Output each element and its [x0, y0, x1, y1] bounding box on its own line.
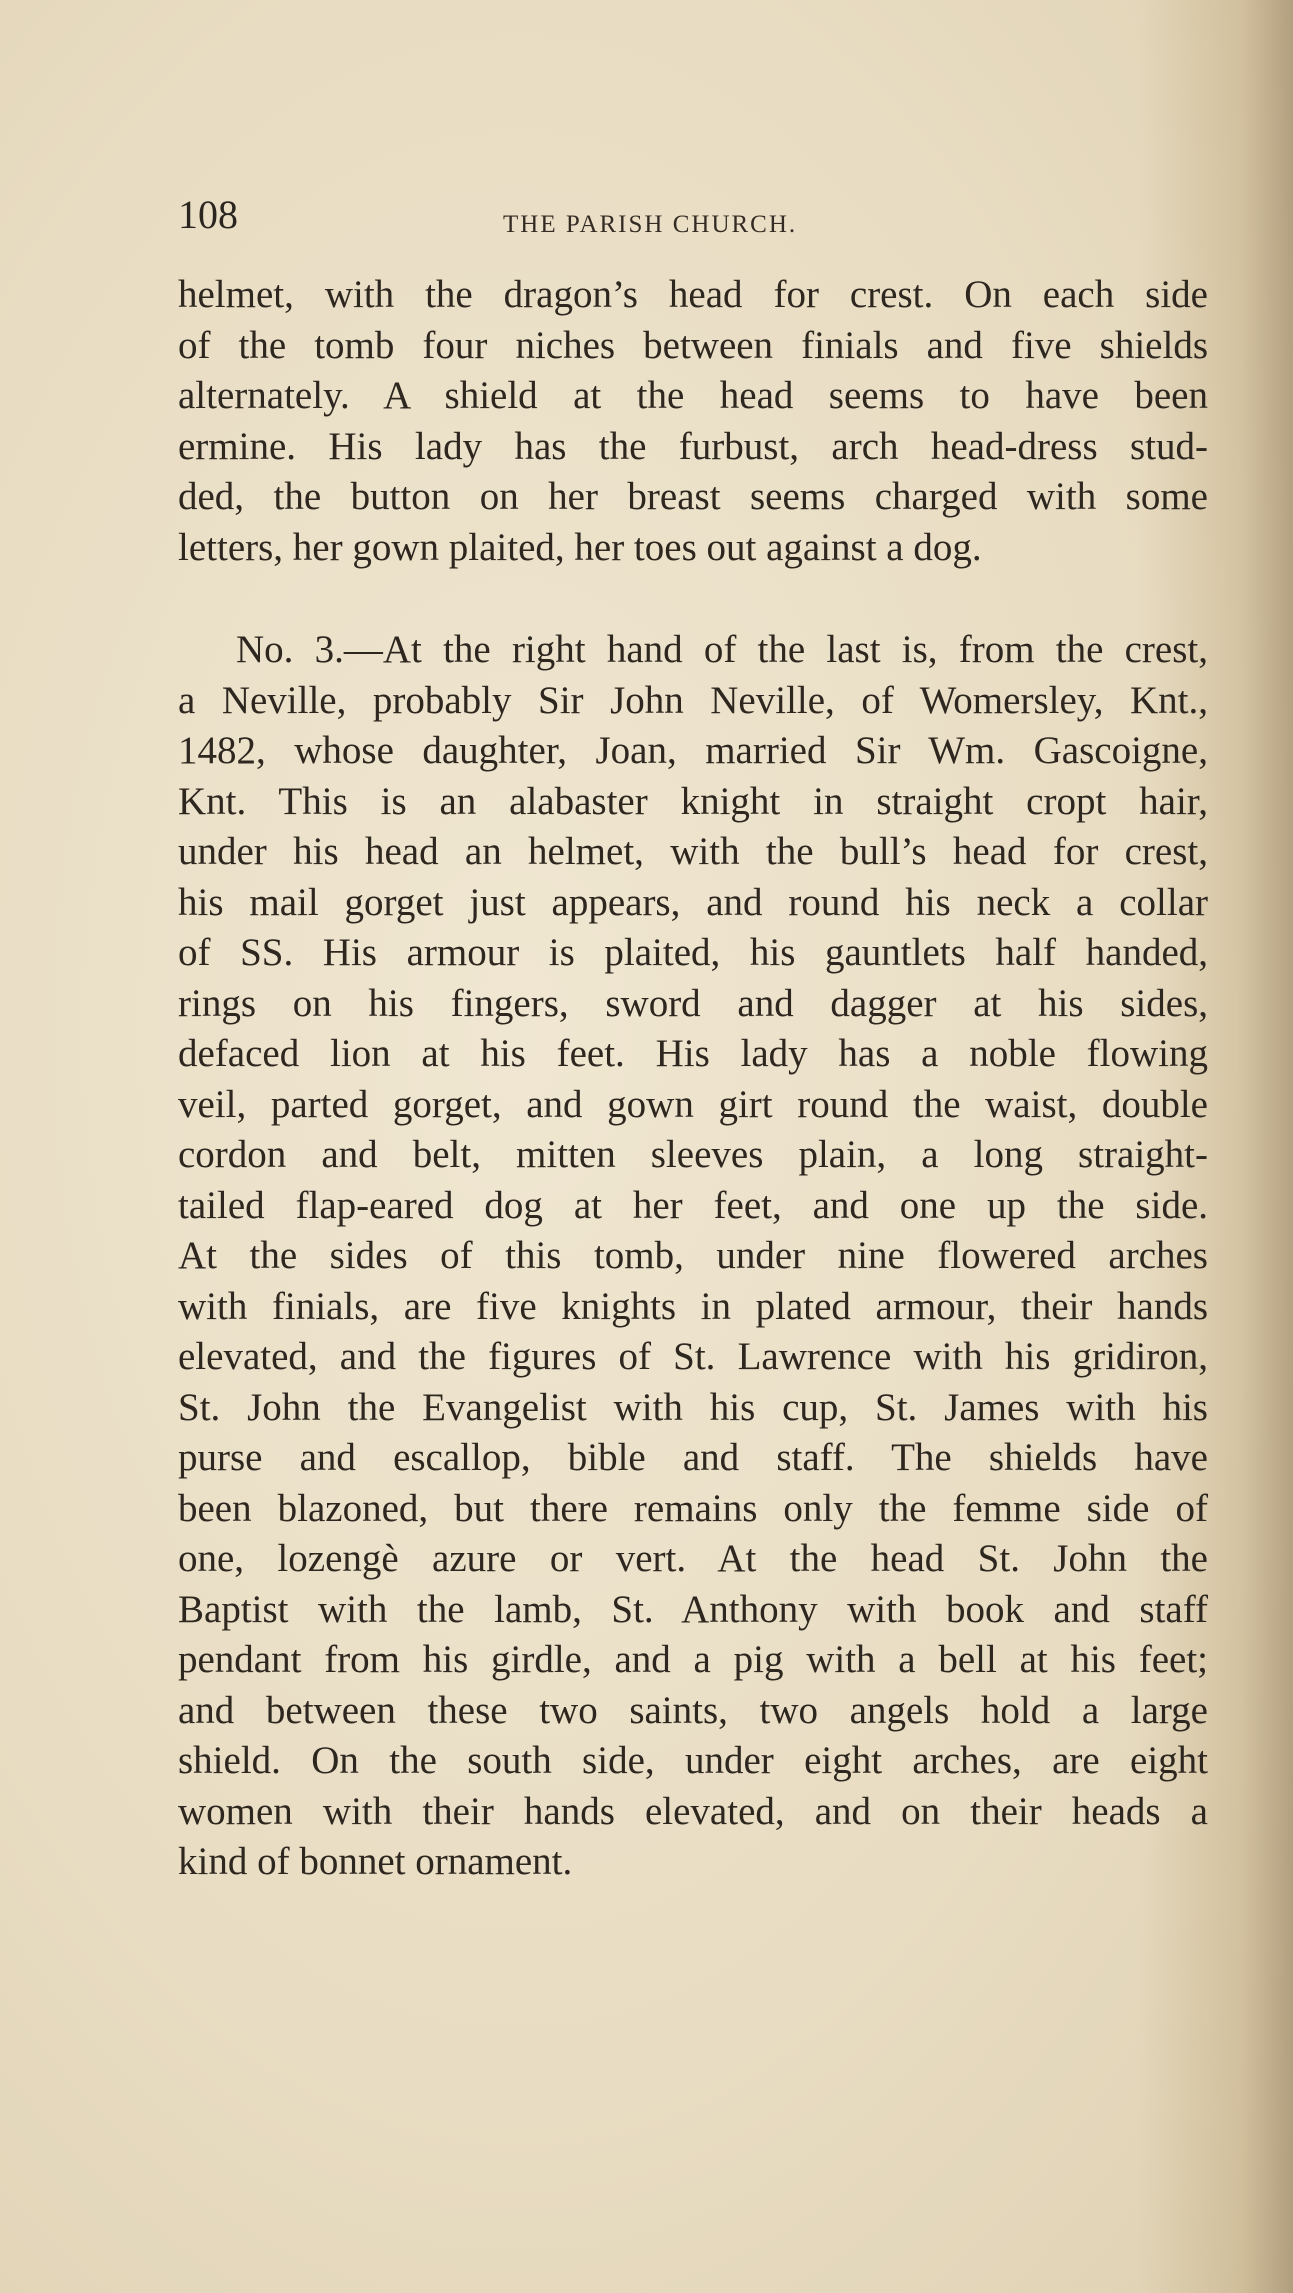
text-line: women with their hands elevated, and on their heads a [178, 1789, 1208, 1833]
text-line: of SS. His armour is plaited, his gauntlets half handed, [178, 931, 1208, 974]
text-line: elevated, and the figures of St. Lawrence with his gridiron, [178, 1335, 1208, 1378]
text-line: tailed flap-eared dog at her feet, and one up the side. [178, 1183, 1208, 1227]
text-line: St. John the Evangelist with his cup, St. James with his [178, 1385, 1208, 1429]
paragraph-1 [178, 270, 1208, 573]
paragraph-2 [178, 625, 1208, 1888]
text-line: At the sides of this tomb, under nine flowered arches [178, 1234, 1208, 1277]
text-line: pendant from his girdle, and a pig with a bell at his feet; [178, 1638, 1208, 1681]
page-number: 108 [178, 192, 238, 237]
text-line: ermine. His lady has the furbust, arch head-dress stud- [178, 424, 1208, 468]
text-line: helmet, with the dragon’s head for crest. On each side [178, 273, 1208, 316]
text-line: kind of bonnet ornament. [178, 1840, 573, 1883]
text-line: cordon and belt, mitten sleeves plain, a long straight- [178, 1133, 1208, 1176]
text-line: defaced lion at his feet. His lady has a noble flowing [178, 1032, 1208, 1075]
body-text [178, 270, 1208, 1888]
text-line: 1482, whose daughter, Joan, married Sir Wm. Gascoigne, [178, 729, 1208, 772]
text-line: of the tomb four niches between finials and five shields [178, 323, 1208, 367]
page-header [178, 192, 1078, 255]
text-line: ded, the button on her breast seems charged with some [178, 475, 1208, 518]
text-line: rings on his fingers, sword and dagger at his sides, [178, 981, 1208, 1025]
text-line: his mail gorget just appears, and round his neck a collar [178, 880, 1208, 924]
text-line: with finials, are five knights in plated armour, their hands [178, 1284, 1208, 1328]
text-line: and between these two saints, two angels hold a large [178, 1688, 1208, 1732]
text-line: No. 3.—At the right hand of the last is, from the crest, [236, 628, 1208, 671]
text-line: alternately. A shield at the head seems to have been [178, 374, 1208, 417]
text-line: veil, parted gorget, and gown girt round the waist, double [178, 1082, 1208, 1126]
running-title: THE PARISH CHURCH. [503, 211, 798, 238]
text-line: one, lozengè azure or vert. At the head St. John the [178, 1537, 1208, 1580]
text-line: under his head an helmet, with the bull’s head for crest, [178, 830, 1208, 873]
text-line: letters, her gown plaited, her toes out against a dog. [178, 525, 982, 569]
paragraph-gap [178, 573, 1208, 625]
text-line: shield. On the south side, under eight arches, are eight [178, 1739, 1208, 1782]
text-line: a Neville, probably Sir John Neville, of Womersley, Knt., [178, 678, 1208, 722]
text-line: been blazoned, but there remains only the femme side of [178, 1486, 1208, 1530]
text-line: Baptist with the lamb, St. Anthony with book and staff [178, 1587, 1208, 1631]
text-line: purse and escallop, bible and staff. The shields have [178, 1436, 1208, 1479]
text-line: Knt. This is an alabaster knight in straight cropt hair, [178, 779, 1208, 823]
